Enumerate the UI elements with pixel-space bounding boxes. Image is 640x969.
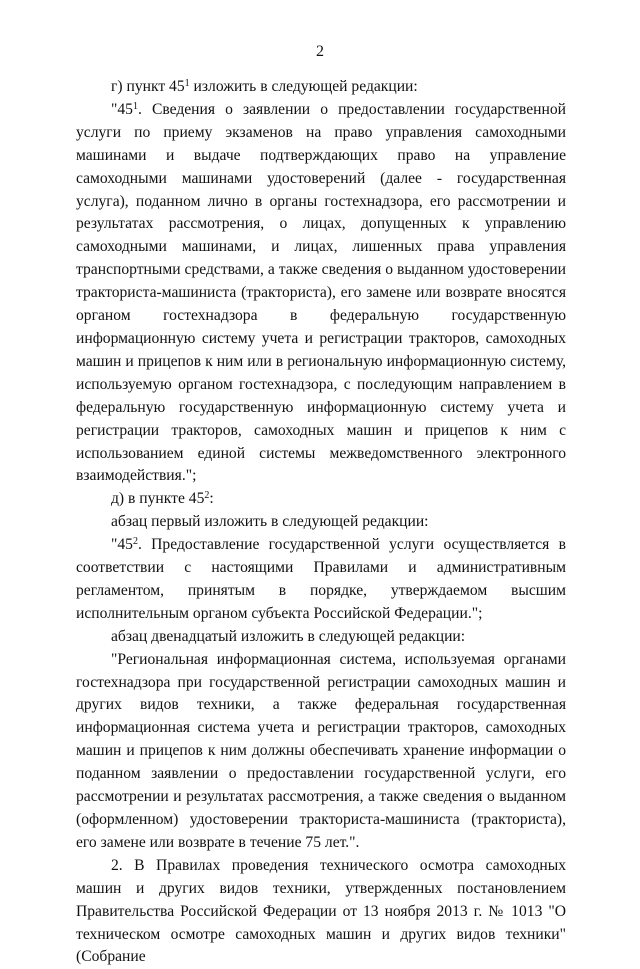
paragraph-text: абзац первый изложить в следующей редакции: — [111, 513, 429, 531]
paragraph-text: "45 — [111, 100, 133, 118]
paragraph-45-1 — [76, 99, 566, 488]
paragraph-twelfth-abzac — [76, 626, 566, 649]
paragraph-first-abzac — [76, 511, 566, 534]
paragraph-text: изложить в следующей редакции: — [189, 78, 418, 95]
paragraph-text: "45 — [111, 536, 133, 554]
paragraph-item-g — [76, 76, 566, 99]
paragraph-text: абзац двенадцатый изложить в следующей редакции: — [111, 627, 466, 645]
page-number: 2 — [316, 43, 324, 60]
superscript: 2 — [132, 536, 138, 548]
superscript: 1 — [184, 78, 190, 89]
paragraph-45-2 — [76, 534, 566, 626]
paragraph-text: : — [209, 490, 214, 508]
paragraph-text: д) в пункте 45 — [111, 490, 205, 508]
superscript: 1 — [132, 100, 138, 112]
superscript: 2 — [204, 490, 210, 502]
document-body — [76, 76, 566, 969]
paragraph-regional-system — [76, 649, 566, 855]
paragraph-item-d — [76, 488, 566, 511]
paragraph-text: . Сведения о заявлении о предоставлении государственной услуги по приему экзаменов на право управления самоходными машинами и выдаче подтверждающих право на управление самоходными машинами удостоверений (далее - государственная услуга), поданном лично в органы гостехнадзора, его рассмотрении и результатах рассмотрения, о лицах, допущенных к управлению самоходными машинами, и лицах, лишенных права управления транспортными средствами, а также сведения о выданном удостоверении тракториста-машиниста (тракториста), его замене или возврате вносятся органом гостехнадзора в федеральную государственную информационную систему учета и регистрации тракторов, самоходных машин и прицепов к ним или в региональную информационную систему, используемую органом гостехнадзора, с последующим направлением в федеральную государственную информационную систему учета и регистрации тракторов, самоходных машин и прицепов к ним с использованием единой системы межведомственного электронного взаимодействия."; — [76, 100, 566, 485]
paragraph-text: 2. В Правилах проведения технического осмотра самоходных машин и других видов техники, утвержденных постановлением Правительства Российской Федерации от 13 ноября 2013 г. № 1013 "О техническом осмотре самоходных машин и других видов техники" (Собрание — [76, 856, 566, 966]
paragraph-text: . Предоставление государственной услуги осуществляется в соответствии с настоящими Правилами и административным регламентом, принятым в порядке, утверждаемом высшим исполнительным органом субъекта Российской Федерации."; — [76, 536, 566, 622]
paragraph-text: г) пункт 45 — [111, 78, 185, 95]
paragraph-text: "Региональная информационная система, используемая органами гостехнадзора при государственной регистрации самоходных машин и других видов техники, а также федеральная государственная информационная система учета и регистрации тракторов, самоходных машин и прицепов к ним должны обеспечивать хранение информации о поданном заявлении о предоставлении государственной услуги, его рассмотрении и результатах рассмотрения, а также сведения о выданном (оформленном) удостоверении тракториста-машиниста (тракториста), его замене или возврате в течение 75 лет.". — [76, 650, 566, 851]
paragraph-item-2 — [76, 855, 566, 969]
